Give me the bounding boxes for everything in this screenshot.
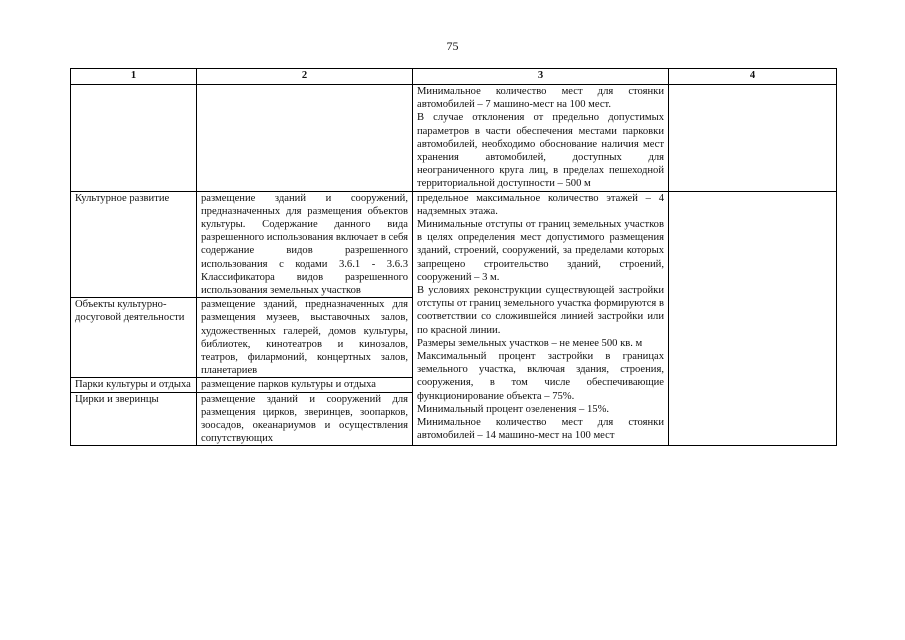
parameter-text: Размеры земельных участков – не менее 500 кв. м: [417, 337, 643, 349]
regulations-table: [70, 68, 837, 446]
column-header-1: 1: [71, 69, 197, 85]
parameter-text: Минимальные отступы от границ земельных участков в целях определения мест допустимого размещения зданий, строений, сооружений, за пределами которых запрещено строительство зданий, строений, сооружений – 3 м.: [417, 219, 664, 283]
cell-name: [71, 85, 197, 192]
parameter-text: Максимальный процент застройки в границах земельного участка, включая здания, строения, сооружения, в том числе обеспечивающие функционирование объекта – 75%.: [417, 351, 664, 402]
cell-name: Парки культуры и отдыха: [71, 378, 197, 392]
cell-description: размещение зданий и сооружений для размещения цирков, зверинцев, зоопарков, зоосадов, океанариумов и осуществления сопутствующих: [197, 392, 413, 446]
cell-name: Объекты культурно-досуговой деятельности: [71, 298, 197, 378]
cell-name: Цирки и зверинцы: [71, 392, 197, 446]
cell-parameters-merged: [413, 191, 669, 446]
parameter-text: предельное максимальное количество этажей – 4 надземных этажа.: [417, 192, 664, 217]
cell-parameters: [413, 85, 669, 192]
page-number: 75: [446, 39, 459, 53]
table-row: [71, 191, 837, 298]
cell-description: [197, 85, 413, 192]
cell-description: размещение зданий, предназначенных для размещения музеев, выставочных залов, художественных галерей, домов культуры, библиотек, кинотеатров и кинозалов, театров, филармоний, концертных залов, планетариев: [197, 298, 413, 378]
cell-description: размещение парков культуры и отдыха: [197, 378, 413, 392]
cell-notes-merged: [669, 191, 837, 446]
parameter-text: Минимальное количество мест для стоянки автомобилей – 7 машино-мест на 100 мест.: [417, 86, 664, 111]
column-header-4: 4: [669, 69, 837, 85]
parameter-text: В условиях реконструкции существующей застройки отступы от границ земельного участка формируются в соответствии со сложившейся линией застройки или по красной линии.: [417, 285, 664, 336]
column-header-3: 3: [413, 69, 669, 85]
parameter-text: Минимальный процент озеленения – 15%.: [417, 403, 610, 415]
cell-name: Культурное развитие: [71, 191, 197, 298]
table-row-continuation: [71, 85, 837, 192]
header-row: [71, 69, 837, 85]
cell-notes: [669, 85, 837, 192]
column-header-2: 2: [197, 69, 413, 85]
cell-description: размещение зданий и сооружений, предназначенных для размещения объектов культуры. Содержание данного вида разрешенного использования включает в себя содержание видов разрешенного использования с кодами 3.6.1 - 3.6.3 Классификатора видов разрешенного использования земельных участков: [197, 191, 413, 298]
parameter-text: Минимальное количество мест для стоянки автомобилей – 14 машино-мест на 100 мест: [417, 417, 664, 442]
parameter-text: В случае отклонения от предельно допустимых параметров в части обеспечения местами парковки автомобилей, необходимо обоснование наличия мест хранения автомобилей, доступных для неограниченного круга лиц, в пределах пешеходной территориальной доступности – 500 м: [417, 112, 664, 190]
